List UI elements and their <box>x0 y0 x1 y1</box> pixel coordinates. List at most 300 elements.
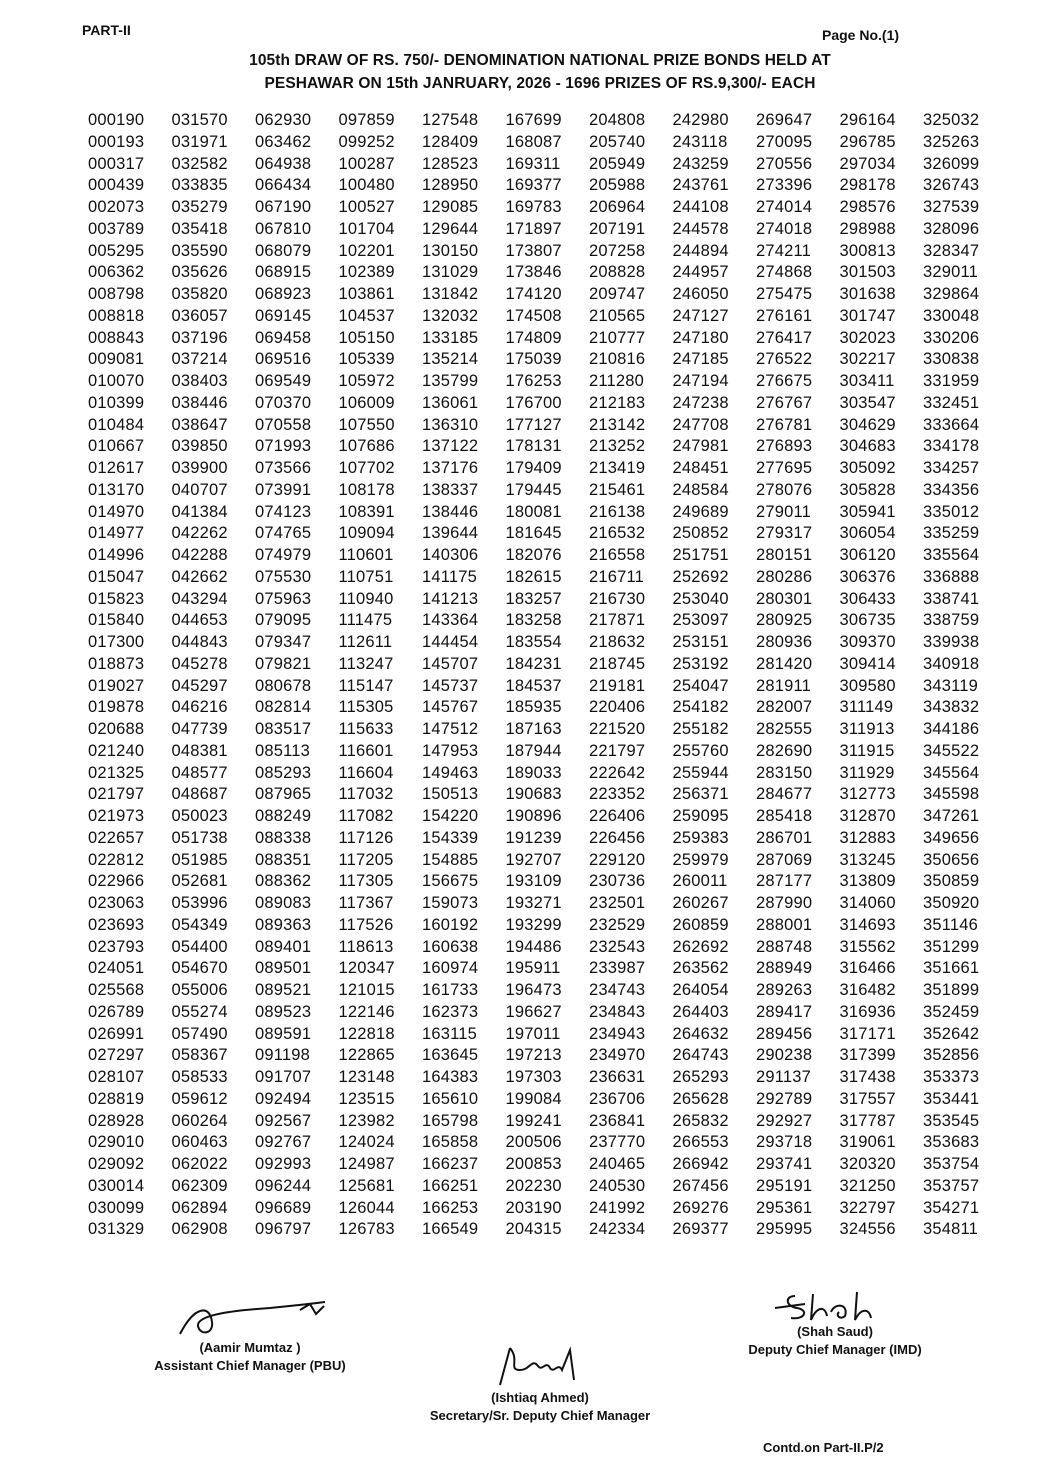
bond-number: 311929 <box>839 763 895 782</box>
bond-number: 100287 <box>338 154 395 173</box>
bond-number: 216532 <box>589 524 646 543</box>
bond-column <box>339 110 423 1241</box>
bond-number: 141175 <box>422 567 478 586</box>
bond-number: 031971 <box>171 132 228 151</box>
signatory-name-right: (Shah Saud) <box>797 1324 873 1339</box>
bond-number: 173807 <box>505 241 562 260</box>
bond-number: 096244 <box>255 1176 312 1195</box>
bond-number: 339938 <box>923 633 980 651</box>
bond-number: 353545 <box>923 1111 980 1130</box>
bond-number: 343832 <box>923 698 980 717</box>
bond-number: 213142 <box>589 415 646 434</box>
bond-number: 060264 <box>171 1111 228 1130</box>
bond-number: 334356 <box>923 480 980 499</box>
bond-number: 000317 <box>88 154 145 173</box>
bond-number: 068915 <box>255 263 312 282</box>
bond-number: 284677 <box>756 785 813 804</box>
bond-number: 069458 <box>255 328 312 347</box>
bond-number: 344186 <box>923 720 980 738</box>
bond-number: 218632 <box>589 633 646 651</box>
bond-number: 013170 <box>88 480 145 499</box>
bond-number: 029092 <box>88 1155 145 1173</box>
bond-number: 037196 <box>171 328 228 347</box>
bond-number: 216730 <box>589 589 646 608</box>
bond-number: 138337 <box>422 480 479 499</box>
bond-number: 353373 <box>923 1068 980 1086</box>
bond-number: 096689 <box>255 1198 312 1217</box>
bond-number: 213252 <box>589 437 646 456</box>
bond-number: 135214 <box>422 350 479 369</box>
bond-number: 220406 <box>589 698 646 717</box>
bond-number: 166237 <box>422 1155 479 1173</box>
bond-number: 278076 <box>756 480 813 499</box>
bond-number: 115147 <box>338 676 394 695</box>
signatory-title-right: Deputy Chief Manager (IMD) <box>748 1342 922 1357</box>
bond-number: 301638 <box>839 285 896 303</box>
bond-number: 306054 <box>839 524 896 543</box>
bond-number: 234970 <box>589 1046 646 1065</box>
bond-number: 295191 <box>756 1176 813 1195</box>
bond-number: 183257 <box>505 589 562 608</box>
bond-number: 295995 <box>756 1220 813 1239</box>
bond-number: 334257 <box>923 459 980 477</box>
bond-number: 110751 <box>338 567 394 586</box>
bond-number: 010399 <box>88 393 145 412</box>
bond-number: 276522 <box>756 350 813 369</box>
bond-number: 199241 <box>505 1111 562 1130</box>
bond-number: 317438 <box>839 1068 896 1086</box>
bond-number: 035626 <box>171 263 228 282</box>
bond-number: 042262 <box>171 524 228 543</box>
bond-number: 035590 <box>171 241 228 260</box>
bond-number: 343119 <box>923 676 979 695</box>
bond-number: 182615 <box>505 567 562 586</box>
bond-number: 073566 <box>255 459 312 477</box>
bond-number: 019027 <box>88 676 145 695</box>
bond-number: 292789 <box>756 1089 813 1108</box>
bond-number: 028819 <box>88 1089 145 1108</box>
signatory-title-left: Assistant Chief Manager (PBU) <box>154 1358 346 1373</box>
bond-number: 022966 <box>88 872 145 891</box>
bond-number: 351661 <box>923 959 980 978</box>
bond-number: 292927 <box>756 1111 813 1130</box>
bond-number: 253097 <box>672 611 729 630</box>
bond-number: 031329 <box>88 1220 145 1239</box>
bond-number: 038446 <box>171 393 228 412</box>
bond-number: 274018 <box>756 219 813 238</box>
bond-number: 247238 <box>672 393 729 412</box>
bond-number: 060463 <box>171 1133 228 1152</box>
bond-number: 244578 <box>672 219 729 238</box>
bond-number: 147953 <box>422 741 479 760</box>
bond-number: 099252 <box>338 132 395 151</box>
bond-number: 338741 <box>923 589 980 608</box>
bond-number: 233987 <box>589 959 646 978</box>
bond-number: 312773 <box>839 785 896 804</box>
bond-number: 137176 <box>422 459 479 477</box>
bond-number: 211280 <box>589 372 645 390</box>
bond-number: 285418 <box>756 807 813 825</box>
bond-number: 029010 <box>88 1133 145 1152</box>
bond-number: 196473 <box>505 981 562 999</box>
bond-number: 264054 <box>672 981 729 999</box>
bond-number: 252692 <box>672 567 729 586</box>
bond-number: 033835 <box>171 176 228 195</box>
bond-number: 264743 <box>672 1046 729 1065</box>
bond-number: 117126 <box>338 828 394 847</box>
bond-number: 071993 <box>255 437 312 456</box>
document-title-line-1: 105th DRAW OF RS. 750/- DENOMINATION NATIONAL PRIZE BONDS HELD AT <box>249 52 831 69</box>
bond-number: 141213 <box>422 589 479 608</box>
bond-number: 092567 <box>255 1111 312 1130</box>
bond-number: 253192 <box>672 654 729 673</box>
bond-number: 247180 <box>672 328 729 347</box>
bond-number: 169311 <box>505 154 561 173</box>
bond-number: 282690 <box>756 741 813 760</box>
bond-number: 046216 <box>171 698 228 717</box>
bond-number: 353441 <box>923 1089 980 1108</box>
bond-number: 035820 <box>171 285 228 303</box>
bond-number: 293718 <box>756 1133 813 1152</box>
bond-number: 298178 <box>839 176 896 195</box>
bond-number: 287069 <box>756 850 813 869</box>
bond-number: 166253 <box>422 1198 479 1217</box>
bond-number: 053996 <box>171 894 228 912</box>
bond-number: 345522 <box>923 741 980 760</box>
bond-number: 160974 <box>422 959 479 978</box>
bond-number: 226456 <box>589 828 646 847</box>
bond-number: 332451 <box>923 393 980 412</box>
bond-number: 263562 <box>672 959 729 978</box>
bond-number: 200506 <box>505 1133 562 1152</box>
bond-number: 236706 <box>589 1089 646 1108</box>
bond-number: 322797 <box>839 1198 896 1217</box>
bond-number: 243761 <box>672 176 729 195</box>
bond-number: 216138 <box>589 502 646 521</box>
bond-number: 068079 <box>255 241 312 260</box>
bond-number: 223352 <box>589 785 646 804</box>
bond-number: 079095 <box>255 611 312 630</box>
bond-number: 108178 <box>338 480 395 499</box>
bond-number: 216558 <box>589 546 646 564</box>
bond-number: 353754 <box>923 1155 980 1173</box>
bond-number: 247127 <box>672 306 729 325</box>
bond-number: 254047 <box>672 676 729 695</box>
bond-number: 010070 <box>88 372 145 390</box>
bond-number: 023063 <box>88 894 145 912</box>
bond-number: 210816 <box>589 350 646 369</box>
bond-number: 203190 <box>505 1198 562 1217</box>
bond-number: 259979 <box>672 850 729 869</box>
bond-number: 117526 <box>338 915 394 934</box>
bond-number: 269647 <box>756 111 813 129</box>
bond-number: 183258 <box>505 611 562 630</box>
bond-number: 316466 <box>839 959 896 978</box>
bond-number: 314060 <box>839 894 896 912</box>
bond-number: 269276 <box>672 1198 729 1217</box>
bond-number: 169377 <box>505 176 562 195</box>
bond-number: 014996 <box>88 546 145 564</box>
bond-column <box>923 110 1007 1241</box>
bond-number: 215461 <box>589 480 646 499</box>
bond-number: 006362 <box>88 263 145 282</box>
bond-number: 174809 <box>505 328 562 347</box>
bond-number: 002073 <box>88 198 145 216</box>
bond-number: 249689 <box>672 502 729 521</box>
bond-number: 054400 <box>171 937 228 956</box>
bond-number: 023693 <box>88 915 145 934</box>
bond-number: 306433 <box>839 589 896 608</box>
bond-number: 062908 <box>171 1220 228 1239</box>
bond-number: 260267 <box>672 894 729 912</box>
signature-scribble-ishtiaq-ahmed <box>480 1340 600 1390</box>
bond-number: 311913 <box>839 720 895 738</box>
bond-number: 275475 <box>756 285 813 303</box>
bond-number: 035279 <box>171 198 228 216</box>
bond-number: 128523 <box>422 154 479 173</box>
bond-number: 256371 <box>672 785 729 804</box>
bond-number: 312883 <box>839 828 896 847</box>
bond-number: 280301 <box>756 589 813 608</box>
bond-number: 075963 <box>255 589 312 608</box>
bond-number: 138446 <box>422 502 479 521</box>
bond-number: 280936 <box>756 633 813 651</box>
bond-number: 176700 <box>505 393 562 412</box>
bond-number: 187163 <box>505 720 562 738</box>
bond-number: 115305 <box>338 698 394 717</box>
bond-number: 329011 <box>923 263 979 282</box>
bond-number: 154220 <box>422 807 479 825</box>
bond-number: 149463 <box>422 763 479 782</box>
bond-number: 032582 <box>171 154 228 173</box>
bond-number: 131029 <box>422 263 479 282</box>
bond-number: 276893 <box>756 437 813 456</box>
bond-number: 295361 <box>756 1198 813 1217</box>
bond-number: 010667 <box>88 437 145 456</box>
bond-number: 080678 <box>255 676 312 695</box>
bond-number: 187944 <box>505 741 562 760</box>
bond-number: 296785 <box>839 132 896 151</box>
bond-number: 316936 <box>839 1002 896 1021</box>
bond-number: 023793 <box>88 937 145 956</box>
bond-number: 166251 <box>422 1176 479 1195</box>
bond-number: 189033 <box>505 763 562 782</box>
bond-number: 195911 <box>505 959 561 978</box>
bond-number: 024051 <box>88 959 145 978</box>
bond-number: 014970 <box>88 502 145 521</box>
bond-number: 009081 <box>88 350 145 369</box>
signature-block-assistant-chief-manager <box>120 1300 380 1373</box>
bond-number: 154885 <box>422 850 479 869</box>
bond-number: 105972 <box>338 372 395 390</box>
bond-number: 350656 <box>923 850 980 869</box>
bond-number: 131842 <box>422 285 479 303</box>
bond-number: 021240 <box>88 741 145 760</box>
bond-number: 277695 <box>756 459 813 477</box>
bond-number: 082814 <box>255 698 312 717</box>
bond-number: 089501 <box>255 959 312 978</box>
bond-number: 145707 <box>422 654 479 673</box>
bond-number: 319061 <box>839 1133 896 1152</box>
bond-number: 274868 <box>756 263 813 282</box>
bond-number: 317171 <box>839 1024 896 1043</box>
part-label: PART-II <box>82 22 131 38</box>
bond-number: 048577 <box>171 763 228 782</box>
bond-number: 200853 <box>505 1155 562 1173</box>
bond-number: 048381 <box>171 741 228 760</box>
bond-number: 143364 <box>422 611 479 630</box>
bond-number: 193271 <box>505 894 562 912</box>
bond-number: 305092 <box>839 459 896 477</box>
bond-number: 276417 <box>756 328 813 347</box>
bond-number: 229120 <box>589 850 646 869</box>
bond-number: 353683 <box>923 1133 980 1152</box>
bond-number: 191239 <box>505 828 562 847</box>
signature-block-deputy-chief-manager <box>720 1290 950 1357</box>
bond-number: 027297 <box>88 1046 145 1065</box>
bond-number: 117205 <box>338 850 394 869</box>
bond-number: 234743 <box>589 981 646 999</box>
bond-number: 105339 <box>338 350 395 369</box>
bond-number: 021973 <box>88 807 145 825</box>
bond-number: 331959 <box>923 372 980 390</box>
bond-number: 309370 <box>839 633 896 651</box>
bond-number: 222642 <box>589 763 646 782</box>
bond-number: 287990 <box>756 894 813 912</box>
bond-number: 254182 <box>672 698 729 717</box>
bond-number: 044843 <box>171 633 228 651</box>
bond-number: 264403 <box>672 1002 729 1021</box>
bond-number: 276767 <box>756 393 813 412</box>
bond-number: 145767 <box>422 698 479 717</box>
bond-number: 139644 <box>422 524 479 543</box>
bond-number: 005295 <box>88 241 145 260</box>
bond-number: 196627 <box>505 1002 562 1021</box>
bond-number: 167699 <box>505 111 562 129</box>
bond-number: 192707 <box>505 850 562 869</box>
bond-number: 219181 <box>589 676 646 695</box>
bond-number: 028928 <box>88 1111 145 1130</box>
bond-number: 088338 <box>255 828 312 847</box>
bond-number: 102201 <box>338 241 395 260</box>
bond-number: 276675 <box>756 372 813 390</box>
bond-number: 058533 <box>171 1068 228 1086</box>
bond-number: 154339 <box>422 828 479 847</box>
bond-number: 255944 <box>672 763 729 782</box>
bond-number: 087965 <box>255 785 312 804</box>
bond-number: 354811 <box>923 1220 979 1239</box>
bond-number: 241992 <box>589 1198 646 1217</box>
bond-number: 280925 <box>756 611 813 630</box>
bond-number: 281911 <box>756 676 812 695</box>
bond-number: 283150 <box>756 763 813 782</box>
bond-number: 232501 <box>589 894 646 912</box>
bond-number: 288748 <box>756 937 813 956</box>
bond-number: 132032 <box>422 306 479 325</box>
bond-number: 232529 <box>589 915 646 934</box>
bond-number: 052681 <box>171 872 228 891</box>
bond-number: 015840 <box>88 611 145 630</box>
bond-number: 282007 <box>756 698 813 717</box>
bond-number: 267456 <box>672 1176 729 1195</box>
bond-number: 259095 <box>672 807 729 825</box>
bond-number: 179409 <box>505 459 562 477</box>
bond-number: 333664 <box>923 415 980 434</box>
bond-number: 232543 <box>589 937 646 956</box>
bond-number: 129085 <box>422 198 479 216</box>
bond-number: 070558 <box>255 415 312 434</box>
bond-number: 260011 <box>672 872 728 891</box>
bond-number: 303411 <box>839 372 895 390</box>
bond-number: 175039 <box>505 350 562 369</box>
bond-number: 089083 <box>255 894 312 912</box>
bond-number: 010484 <box>88 415 145 434</box>
bond-number: 330838 <box>923 350 980 369</box>
bond-number: 289456 <box>756 1024 813 1043</box>
bond-number: 305828 <box>839 480 896 499</box>
signature-scribble-aamir-mumtaz <box>150 1300 350 1340</box>
bond-number: 165610 <box>422 1089 479 1108</box>
bond-number: 247708 <box>672 415 729 434</box>
bond-number: 226406 <box>589 807 646 825</box>
bond-number: 218745 <box>589 654 646 673</box>
bond-number: 123982 <box>338 1111 395 1130</box>
bond-number: 184537 <box>505 676 562 695</box>
bond-number: 244894 <box>672 241 729 260</box>
bond-number: 207258 <box>589 241 646 260</box>
bond-number: 055274 <box>171 1002 228 1021</box>
bond-number: 018873 <box>88 654 145 673</box>
bond-number: 287177 <box>756 872 813 891</box>
bond-number: 326743 <box>923 176 980 195</box>
bond-number: 063462 <box>255 132 312 151</box>
bond-number: 298576 <box>839 198 896 216</box>
bond-number: 304629 <box>839 415 896 434</box>
bond-number: 089521 <box>255 981 312 999</box>
bond-number: 183554 <box>505 633 562 651</box>
bond-number: 118613 <box>338 937 394 956</box>
bond-number: 251751 <box>672 546 729 564</box>
bond-number: 144454 <box>422 633 479 651</box>
bond-number: 352642 <box>923 1024 980 1043</box>
bond-number: 088249 <box>255 807 312 825</box>
bond-number: 092767 <box>255 1133 312 1152</box>
bond-number: 055006 <box>171 981 228 999</box>
bond-number: 117305 <box>338 872 394 891</box>
bond-number: 297034 <box>839 154 896 173</box>
bond-column <box>840 110 924 1241</box>
bond-number: 017300 <box>88 633 145 651</box>
bond-number: 205740 <box>589 132 646 151</box>
bond-number: 351899 <box>923 981 980 999</box>
bond-number: 207191 <box>589 219 646 238</box>
bond-number: 248584 <box>672 480 729 499</box>
bond-number: 030099 <box>88 1198 145 1217</box>
bond-number: 169783 <box>505 198 562 216</box>
signature-block-secretary <box>395 1340 685 1423</box>
bond-number: 330206 <box>923 328 980 347</box>
continued-note: Contd.on Part-II.P/2 <box>763 1440 884 1455</box>
bond-number: 217871 <box>589 611 646 630</box>
bond-number: 289263 <box>756 981 813 999</box>
bond-number: 334178 <box>923 437 980 456</box>
bond-number: 240530 <box>589 1176 646 1195</box>
bond-number: 103861 <box>338 285 395 303</box>
bond-number: 317557 <box>839 1089 896 1108</box>
bond-number: 062894 <box>171 1198 228 1217</box>
bond-number: 012617 <box>88 459 145 477</box>
bond-number: 123148 <box>338 1068 395 1086</box>
